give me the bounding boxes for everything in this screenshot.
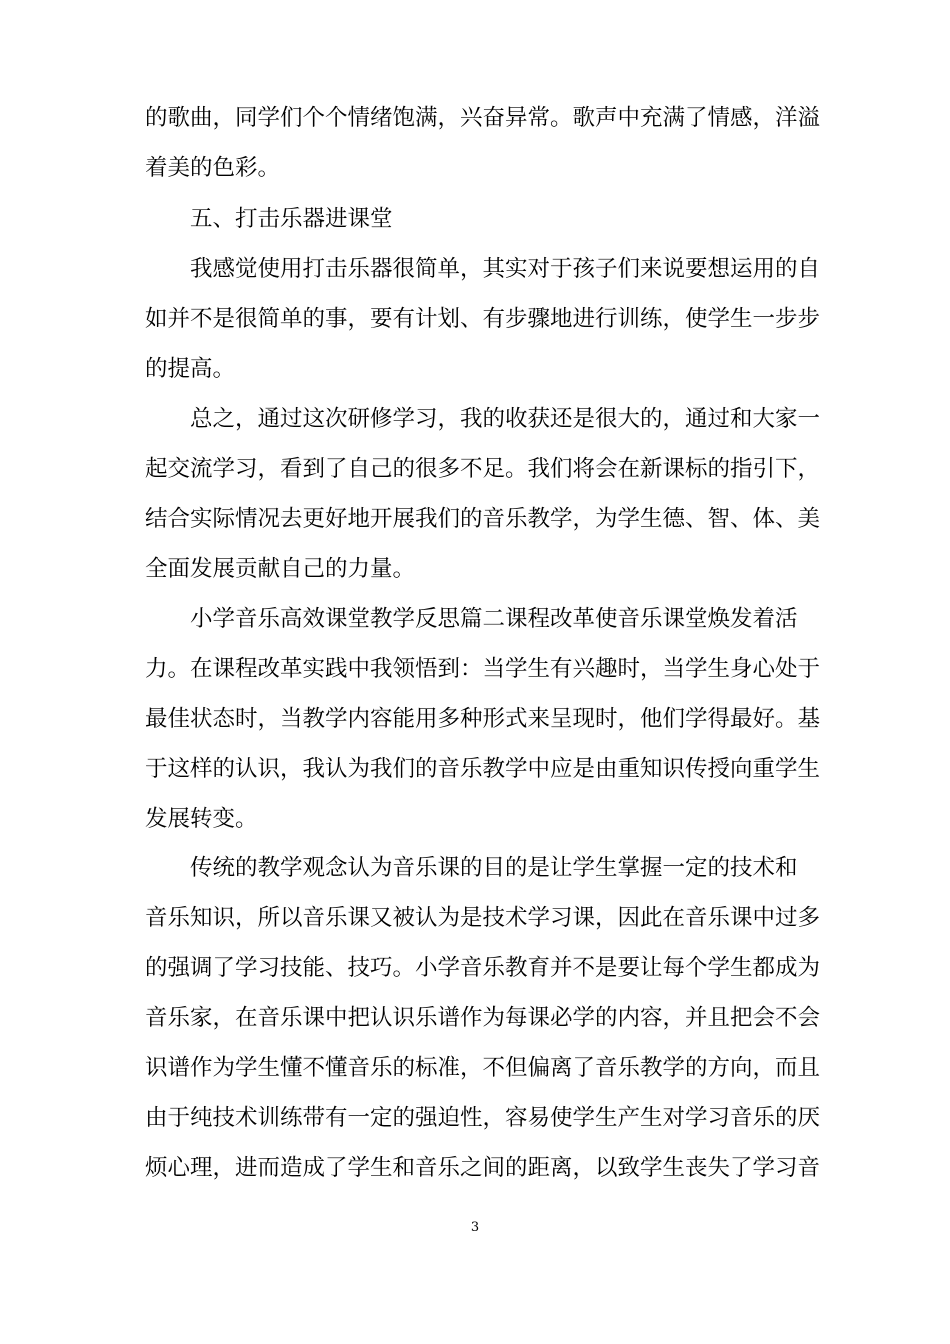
text-line: 着美的色彩。 (145, 155, 281, 181)
text-line: 起交流学习，看到了自己的很多不足。我们将会在新课标的指引下， (145, 456, 821, 482)
text-line: 最佳状态时，当教学内容能用多种形式来呈现时，他们学得最好。基 (145, 706, 821, 732)
text-line: 力。在课程改革实践中我领悟到：当学生有兴趣时，当学生身心处于 (145, 656, 821, 682)
text-line: 音乐家，在音乐课中把认识乐谱作为每课必学的内容，并且把会不会 (145, 1005, 821, 1031)
text-line: 的歌曲，同学们个个情绪饱满，兴奋异常。歌声中充满了情感，洋溢 (145, 105, 821, 131)
text-line: 小学音乐高效课堂教学反思篇二课程改革使音乐课堂焕发着活 (190, 606, 798, 632)
text-line: 由于纯技术训练带有一定的强迫性，容易使学生产生对学习音乐的厌 (145, 1105, 821, 1131)
text-line: 音乐知识，所以音乐课又被认为是技术学习课，因此在音乐课中过多 (145, 905, 821, 931)
text-line: 烦心理，进而造成了学生和音乐之间的距离，以致学生丧失了学习音 (145, 1155, 821, 1181)
text-line: 的提高。 (145, 356, 236, 382)
section-heading: 五、打击乐器进课堂 (190, 206, 393, 232)
page-number: 3 (470, 1220, 480, 1235)
text-line: 识谱作为学生懂不懂音乐的标准，不但偏离了音乐教学的方向，而且 (145, 1055, 821, 1081)
text-line: 全面发展贡献自己的力量。 (145, 556, 416, 582)
text-line: 总之，通过这次研修学习，我的收获还是很大的，通过和大家一 (190, 406, 821, 432)
text-line: 发展转变。 (145, 806, 258, 832)
text-line: 结合实际情况去更好地开展我们的音乐教学，为学生德、智、体、美 (145, 506, 821, 532)
text-line: 传统的教学观念认为音乐课的目的是让学生掌握一定的技术和 (190, 855, 798, 881)
text-line: 的强调了学习技能、技巧。小学音乐教育并不是要让每个学生都成为 (145, 955, 821, 981)
text-line: 如并不是很简单的事，要有计划、有步骤地进行训练，使学生一步步 (145, 306, 821, 332)
text-line: 我感觉使用打击乐器很简单，其实对于孩子们来说要想运用的自 (190, 256, 821, 282)
text-line: 于这样的认识，我认为我们的音乐教学中应是由重知识传授向重学生 (145, 756, 821, 782)
